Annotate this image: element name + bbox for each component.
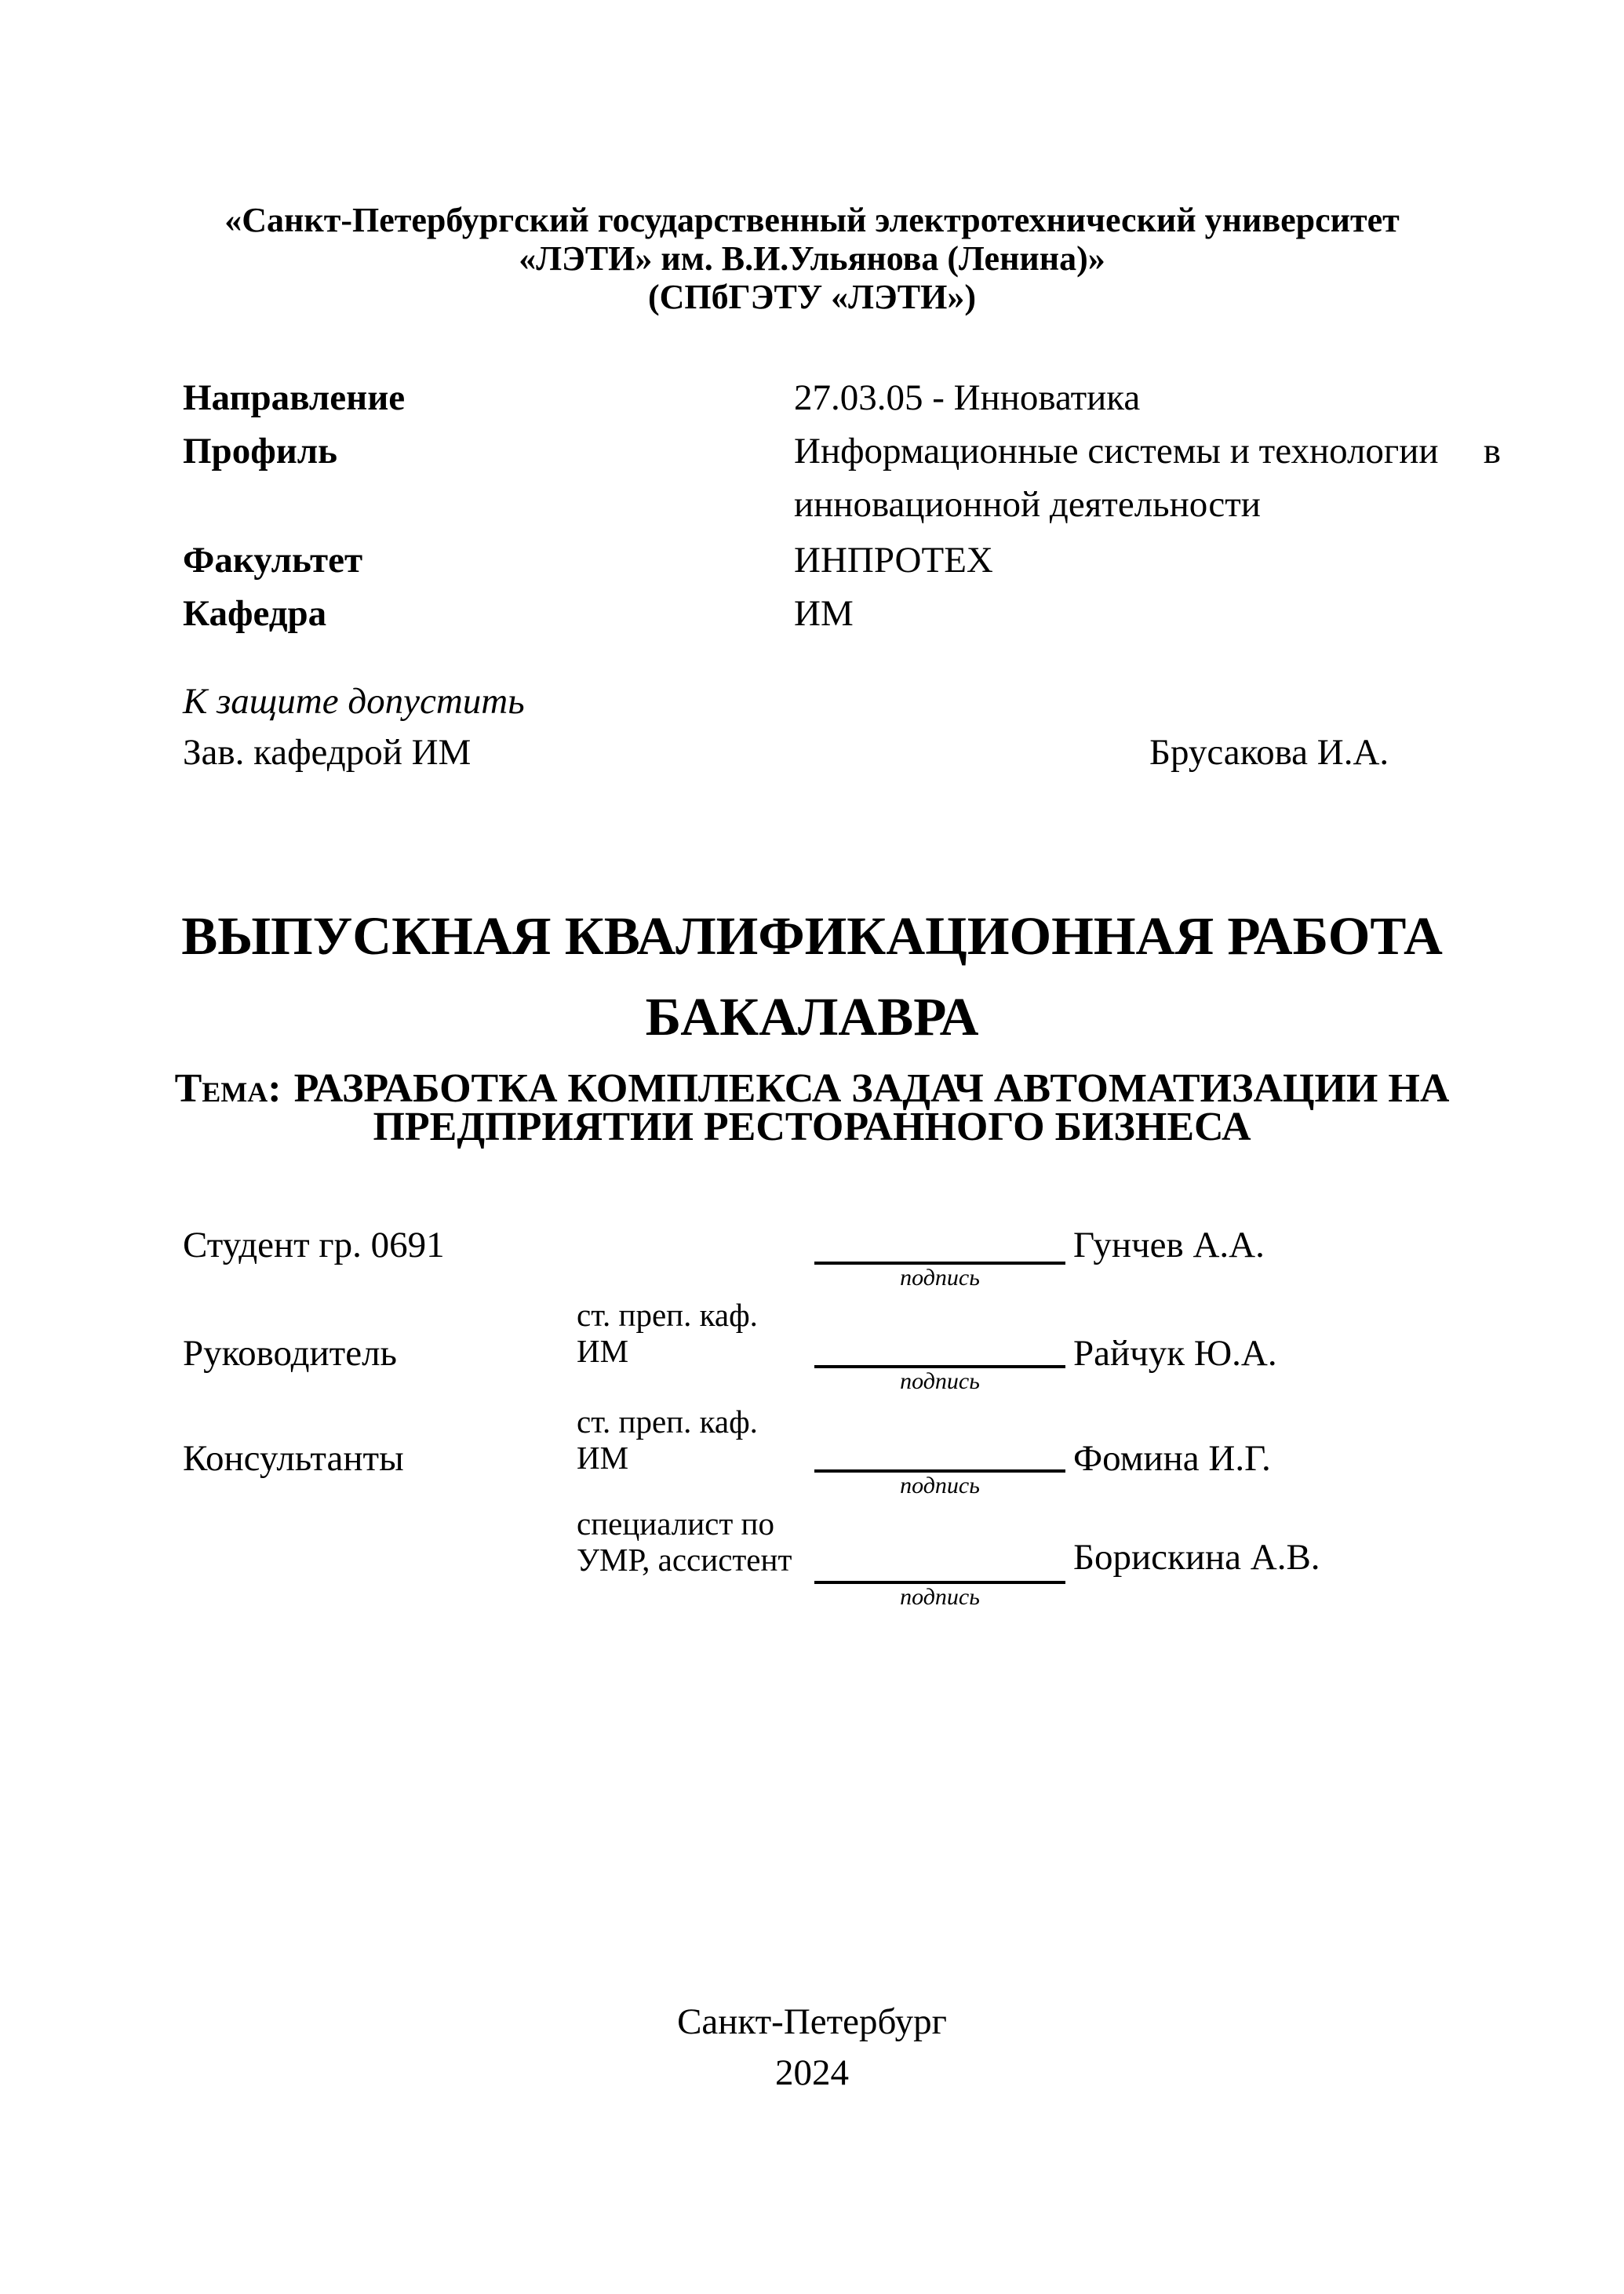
- signature-caption-supervisor: подпись: [900, 1368, 980, 1394]
- field-label-profile: Профиль: [183, 431, 338, 472]
- university-header: [0, 201, 1624, 316]
- field-label-direction: Направление: [183, 377, 406, 418]
- signature-name-student: Гунчев А.А.: [1073, 1225, 1265, 1265]
- field-label-faculty: Факультет: [183, 540, 363, 581]
- signature-name-supervisor: Райчук Ю.А.: [1073, 1333, 1277, 1374]
- profile-value-text: Информационные системы и технологии: [794, 431, 1439, 472]
- field-value-profile-line2: инновационной деятельности: [794, 484, 1261, 525]
- footer-year: 2024: [775, 2052, 849, 2093]
- signature-position-consultant2-line1: специалист по: [577, 1506, 774, 1542]
- field-value-department: ИМ: [794, 593, 854, 634]
- signature-caption-consultant2: подпись: [900, 1584, 980, 1610]
- university-abbreviation: (СПбГЭТУ «ЛЭТИ»): [648, 278, 976, 316]
- signature-position-supervisor-line1: ст. преп. каф.: [577, 1297, 758, 1333]
- signature-caption-consultant1: подпись: [900, 1473, 980, 1498]
- theme-line2: ПРЕДПРИЯТИИ РЕСТОРАННОГО БИЗНЕСА: [373, 1105, 1251, 1149]
- signature-role-supervisor: Руководитель: [183, 1333, 397, 1374]
- signature-position-consultant1-line1: ст. преп. каф.: [577, 1404, 758, 1440]
- field-value-direction: 27.03.05 - Инноватика: [794, 377, 1141, 418]
- work-title-line2: БАКАЛАВРА: [645, 987, 979, 1047]
- thesis-theme: [0, 1066, 1624, 1149]
- signature-name-consultant2: Борискина А.В.: [1073, 1537, 1320, 1578]
- field-value-faculty: ИНПРОТЕХ: [794, 540, 993, 581]
- signature-position-supervisor-line2: ИМ: [577, 1333, 629, 1369]
- signature-name-consultant1: Фомина И.Г.: [1073, 1438, 1271, 1479]
- university-name-line1: «Санкт-Петербургский государственный электротехнический университет: [224, 201, 1400, 239]
- head-of-department-name: Брусакова И.А.: [1149, 732, 1389, 773]
- signature-position-consultant1-line2: ИМ: [577, 1440, 629, 1476]
- field-label-department: Кафедра: [183, 593, 327, 634]
- theme-label: Тема:: [174, 1066, 282, 1111]
- field-value-profile-line1: [794, 429, 1501, 473]
- university-name-line2: «ЛЭТИ» им. В.И.Ульянова (Ленина)»: [519, 239, 1105, 278]
- footer-city: Санкт-Петербург: [677, 2001, 947, 2042]
- signature-position-supervisor: [577, 1297, 758, 1369]
- theme-line1: РАЗРАБОТКА КОМПЛЕКСА ЗАДАЧ АВТОМАТИЗАЦИИ НА: [293, 1066, 1450, 1111]
- admission-note: К защите допустить: [183, 681, 525, 722]
- signature-position-consultant2-line2: УМР, ассистент: [577, 1542, 792, 1578]
- profile-value-tail: в: [1483, 431, 1501, 472]
- signature-caption-student: подпись: [900, 1265, 980, 1291]
- signature-position-consultant2: [577, 1506, 792, 1578]
- signature-role-student: Студент гр. 0691: [183, 1225, 445, 1265]
- signature-position-consultant1: [577, 1404, 758, 1476]
- head-of-department-label: Зав. кафедрой ИМ: [183, 732, 472, 773]
- work-title-line1: ВЫПУСКНАЯ КВАЛИФИКАЦИОННАЯ РАБОТА: [181, 906, 1443, 966]
- signature-role-consultants: Консультанты: [183, 1438, 404, 1479]
